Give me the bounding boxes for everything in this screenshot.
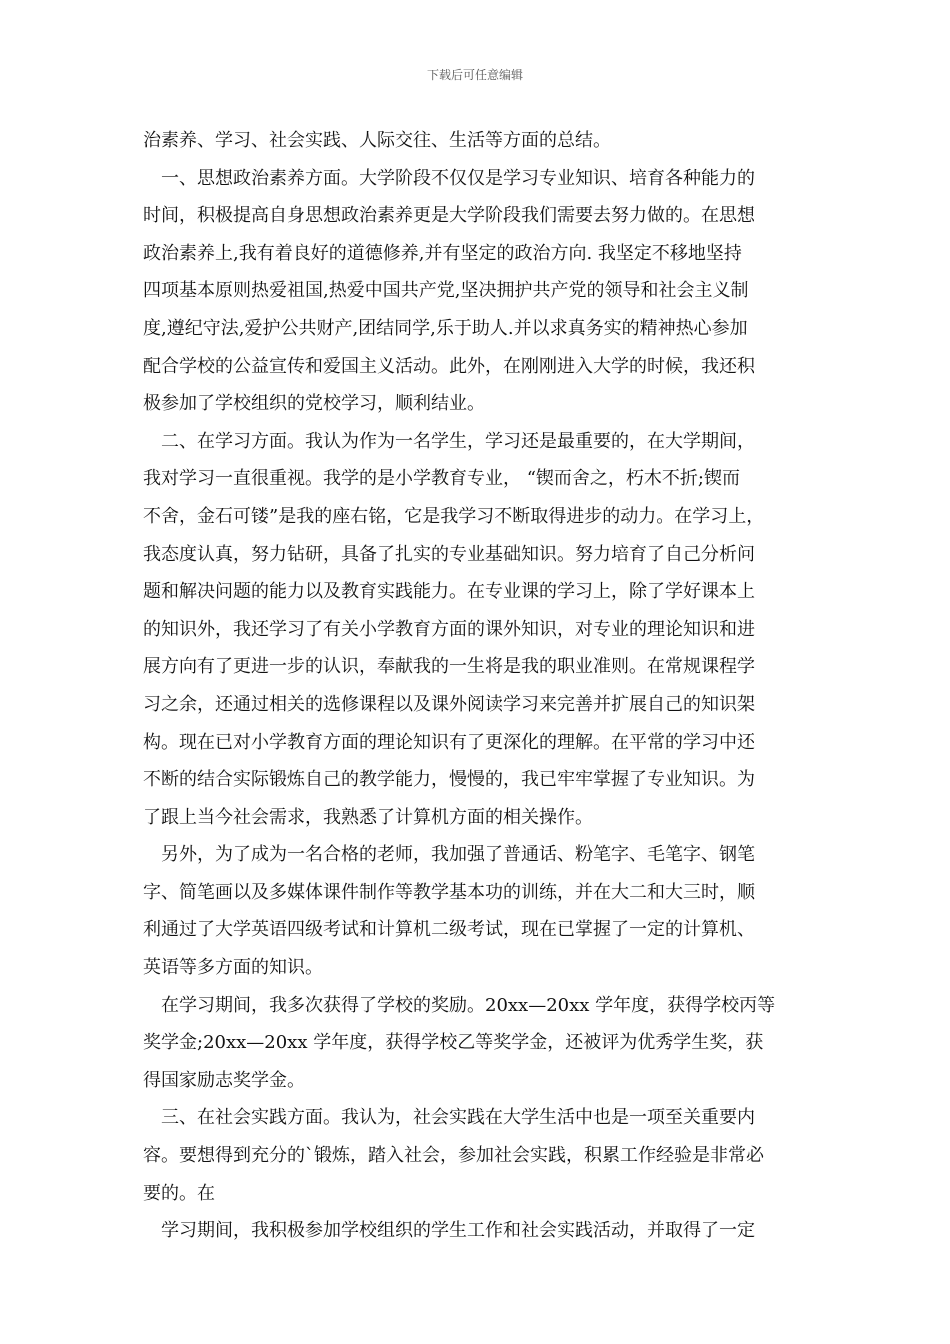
- text-line: 学习期间，我积极参加学校组织的学生工作和社会实践活动，并取得了一定: [161, 1220, 755, 1242]
- text-line: 度,遵纪守法,爱护公共财产,团结同学,乐于助人.并以求真务实的精神热心参加: [143, 317, 748, 339]
- text-line: 我态度认真，努力钻研，具备了扎实的专业基础知识。努力培育了自己分析问: [143, 543, 755, 565]
- text-line: 治素养、学习、社会实践、人际交往、生活等方面的总结。: [143, 130, 611, 151]
- text-line: 我对学习一直很重视。我学的是小学教育专业， “锲而舍之，朽木不折;锲而: [143, 468, 740, 490]
- text-line: 展方向有了更进一步的认识，奉献我的一生将是我的职业准则。在常规课程学: [143, 656, 755, 678]
- text-line: 习之余，还通过相关的选修课程以及课外阅读学习来完善并扩展自己的知识架: [143, 693, 755, 715]
- text-line: 一、思想政治素养方面。大学阶段不仅仅是学习专业知识、培育各种能力的: [161, 167, 755, 189]
- text-line: 容。要想得到充分的`锻炼，踏入社会，参加社会实践，积累工作经验是非常必: [143, 1145, 764, 1167]
- text-line: 题和解决问题的能力以及教育实践能力。在专业课的学习上，除了学好课本上: [143, 581, 755, 603]
- document-body: [143, 122, 811, 1250]
- text-line: 不舍，金石可镂”是我的座右铭，它是我学习不断取得进步的动力。在学习上，: [143, 505, 765, 527]
- text-line: 要的。在: [143, 1182, 215, 1204]
- text-line: 配合学校的公益宣传和爱国主义活动。此外，在刚刚进入大学的时候，我还积: [143, 355, 755, 377]
- text-line: 四项基本原则热爱祖国,热爱中国共产党,坚决拥护共产党的领导和社会主义制: [143, 280, 749, 302]
- text-line: 另外，为了成为一名合格的老师，我加强了普通话、粉笔字、毛笔字、钢笔: [161, 844, 755, 866]
- text-line: 构。现在已对小学教育方面的理论知识有了更深化的理解。在平常的学习中还: [143, 731, 755, 753]
- text-line: 在学习期间，我多次获得了学校的奖励。20xx—20xx 学年度，获得学校丙等: [161, 994, 776, 1016]
- text-line: 政治素养上,我有着良好的道德修养,并有坚定的政治方向. 我坚定不移地坚持: [143, 242, 742, 264]
- text-line: 得国家励志奖学金。: [143, 1069, 305, 1091]
- text-line: 利通过了大学英语四级考试和计算机二级考试，现在已掌握了一定的计算机、: [143, 919, 755, 941]
- text-line: 极参加了学校组织的党校学习，顺利结业。: [143, 393, 485, 415]
- text-line: 时间，积极提高自身思想政治素养更是大学阶段我们需要去努力做的。在思想: [143, 205, 755, 227]
- page-header: 下载后可任意编辑: [426, 68, 523, 82]
- text-line: 字、简笔画以及多媒体课件制作等教学基本功的训练，并在大二和大三时，顺: [143, 881, 755, 903]
- text-line: 英语等多方面的知识。: [143, 957, 323, 979]
- text-line: 了跟上当今社会需求，我熟悉了计算机方面的相关操作。: [143, 806, 593, 828]
- text-line: 奖学金;20xx—20xx 学年度，获得学校乙等奖学金，还被评为优秀学生奖，获: [143, 1032, 764, 1054]
- text-line: 二、在学习方面。我认为作为一名学生，学习还是最重要的，在大学期间，: [161, 430, 755, 452]
- text-line: 三、在社会实践方面。我认为，社会实践在大学生活中也是一项至关重要内: [161, 1107, 755, 1129]
- text-line: 的知识外，我还学习了有关小学教育方面的课外知识，对专业的理论知识和进: [143, 618, 755, 640]
- text-line: 不断的结合实际锻炼自己的教学能力，慢慢的，我已牢牢掌握了专业知识。为: [143, 769, 755, 791]
